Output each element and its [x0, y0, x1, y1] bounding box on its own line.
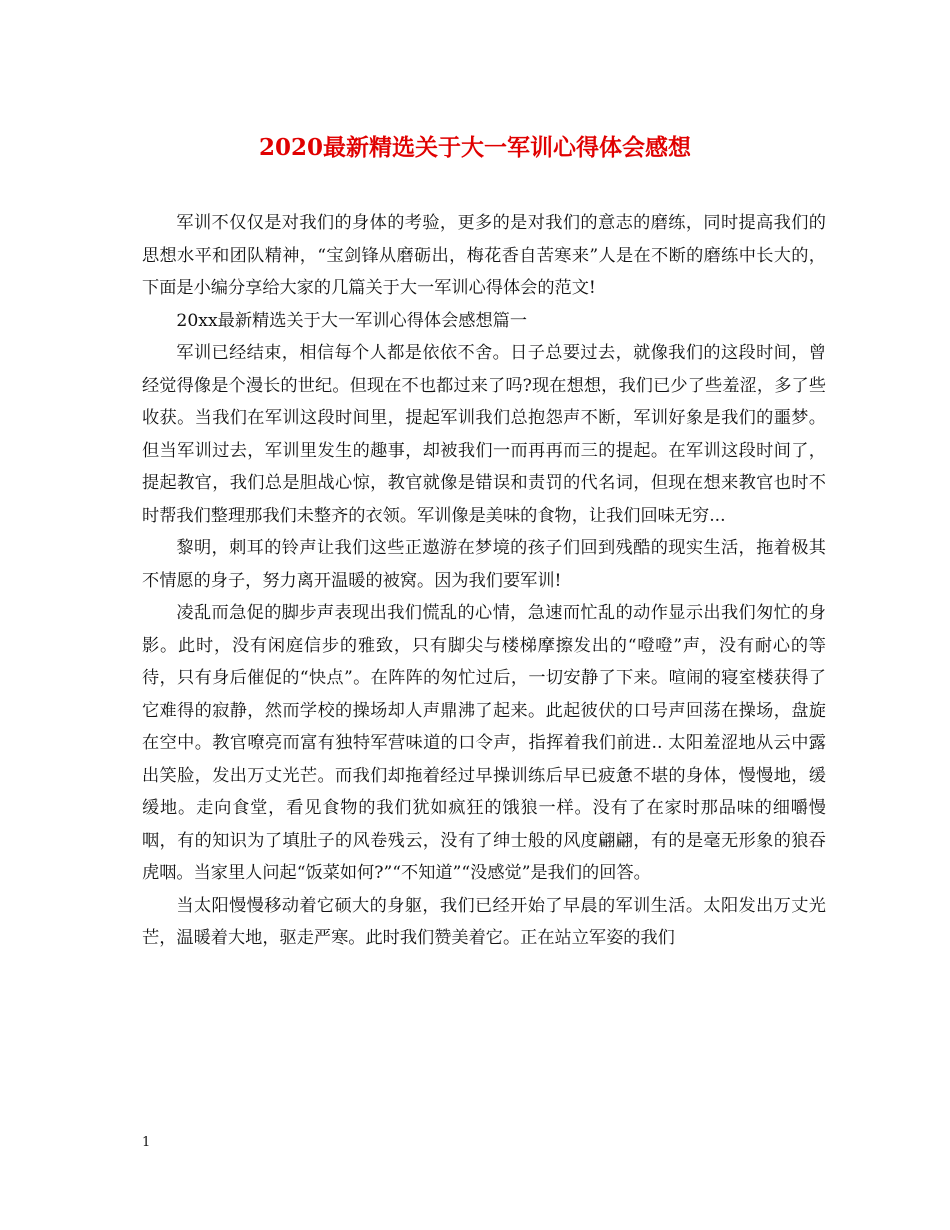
- document-body: [142, 207, 826, 955]
- paragraph-section-heading: 20xx最新精选关于大一军训心得体会感想篇一: [176, 310, 528, 331]
- page-number: 1: [142, 1135, 151, 1150]
- paragraph-dawn: 黎明，刺耳的铃声让我们这些正遨游在梦境的孩子们回到残酷的现实生活，拖着极其不情愿的身子，努力离开温暖的被窝。因为我们要军训!: [142, 538, 826, 591]
- paragraph-end-of-training: 军训已经结束，相信每个人都是依依不舍。日子总要过去，就像我们的这段时间，曾经觉得像是个漫长的世纪。但现在不也都过来了吗?现在想想，我们已少了些羞涩，多了些收获。当我们在军训这段时间里，提起军训我们总抱怨声不断，军训好象是我们的噩梦。但当军训过去，军训里发生的趣事，却被我们一而再再而三的提起。在军训这段时间了，提起教官，我们总是胆战心惊，教官就像是错误和责罚的代名词，但现在想来教官也时不时帮我们整理那我们未整齐的衣领。军训像是美味的食物，让我们回味无穷...: [142, 343, 826, 526]
- paragraph-intro: 军训不仅仅是对我们的身体的考验，更多的是对我们的意志的磨练，同时提高我们的思想水平和团队精神，“宝剑锋从磨砺出，梅花香自苦寒来”人是在不断的磨练中长大的，下面是小编分享给大家的几篇关于大一军训心得体会的范文!: [142, 213, 826, 298]
- document-title: 2020最新精选关于大一军训心得体会感想: [258, 134, 691, 161]
- paragraph-sun: 当太阳慢慢移动着它硕大的身躯，我们已经开始了早晨的军训生活。太阳发出万丈光芒，温暖着大地，驱走严寒。此时我们赞美着它。正在站立军姿的我们: [142, 895, 826, 948]
- paragraph-morning-rush: 凌乱而急促的脚步声表现出我们慌乱的心情，急速而忙乱的动作显示出我们匆忙的身影。此时，没有闲庭信步的雅致，只有脚尖与楼梯摩擦发出的“噔噔”声，没有耐心的等待，只有身后催促的“快点”。在阵阵的匆忙过后，一切安静了下来。喧闹的寝室楼获得了它难得的寂静，然而学校的操场却人声鼎沸了起来。此起彼伏的口号声回荡在操场，盘旋在空中。教官嘹亮而富有独特军营味道的口令声，指挥着我们前进.. 太阳羞涩地从云中露出笑脸，发出万丈光芒。而我们却拖着经过早操训练后早已疲惫不堪的身体，慢慢地，缓缓地。走向食堂，看见食物的我们犹如疯狂的饿狼一样。没有了在家时那品味的细嚼慢咽，有的知识为了填肚子的风卷残云，没有了绅士般的风度翩翩，有的是毫无形象的狼吞虎咽。当家里人问起“饭菜如何?”“不知道”“没感觉”是我们的回答。: [142, 603, 826, 883]
